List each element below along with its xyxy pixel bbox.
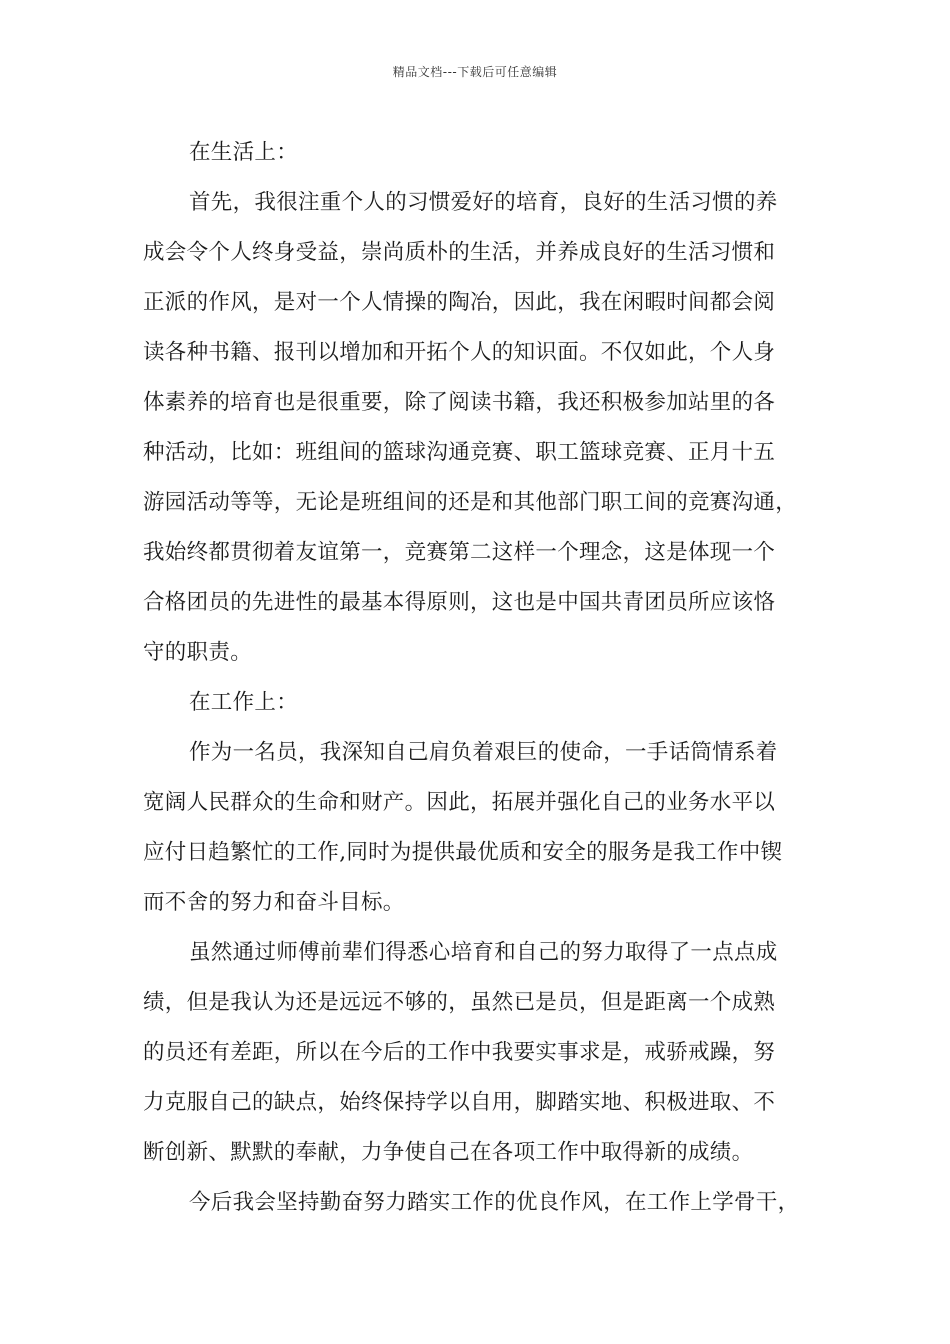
paragraph-line: 我始终都贯彻着友谊第一，竞赛第二这样一个理念，这是体现一个	[143, 540, 776, 565]
paragraph-line: 的员还有差距，所以在今后的工作中我要实事求是，戒骄戒躁，努	[143, 1040, 776, 1065]
paragraph-line: 绩，但是我认为还是远远不够的，虽然已是员，但是距离一个成熟	[143, 990, 776, 1015]
paragraph-line: 读各种书籍、报刊以增加和开拓个人的知识面。不仅如此，个人身	[143, 340, 776, 365]
paragraph-line: 宽阔人民群众的生命和财产。因此，拓展并强化自己的业务水平以	[143, 790, 776, 815]
section-heading-life: 在生活上：	[189, 140, 299, 165]
paragraph-line: 应付日趋繁忙的工作,同时为提供最优质和安全的服务是我工作中锲	[143, 840, 783, 865]
section-heading-work: 在工作上：	[189, 690, 299, 715]
page-header: 精品文档---下载后可任意编辑	[392, 65, 558, 79]
paragraph-line: 作为一名员，我深知自己肩负着艰巨的使命，一手话筒情系着	[189, 740, 778, 765]
paragraph-line: 游园活动等等，无论是班组间的还是和其他部门职工间的竞赛沟通，	[143, 490, 798, 515]
paragraph-line: 正派的作风，是对一个人情操的陶冶，因此，我在闲暇时间都会阅	[143, 290, 776, 315]
paragraph-line: 今后我会坚持勤奋努力踏实工作的优良作风，在工作上学骨干，	[189, 1190, 800, 1215]
paragraph-line: 虽然通过师傅前辈们得悉心培育和自己的努力取得了一点点成	[189, 940, 778, 965]
paragraph-line: 成会令个人终身受益，崇尚质朴的生活，并养成良好的生活习惯和	[143, 240, 776, 265]
paragraph-line: 合格团员的先进性的最基本得原则，这也是中国共青团员所应该恪	[143, 590, 776, 615]
paragraph-line: 断创新、默默的奉献，力争使自己在各项工作中取得新的成绩。	[143, 1140, 754, 1165]
paragraph-line: 首先，我很注重个人的习惯爱好的培育，良好的生活习惯的养	[189, 190, 778, 215]
paragraph-line: 种活动，比如：班组间的篮球沟通竞赛、职工篮球竞赛、正月十五	[143, 440, 776, 465]
paragraph-line: 力克服自己的缺点，始终保持学以自用，脚踏实地、积极进取、不	[143, 1090, 776, 1115]
paragraph-line: 而不舍的努力和奋斗目标。	[143, 890, 405, 915]
paragraph-line: 守的职责。	[143, 640, 253, 665]
document-body	[143, 128, 823, 1228]
paragraph-line: 体素养的培育也是很重要，除了阅读书籍，我还积极参加站里的各	[143, 390, 776, 415]
